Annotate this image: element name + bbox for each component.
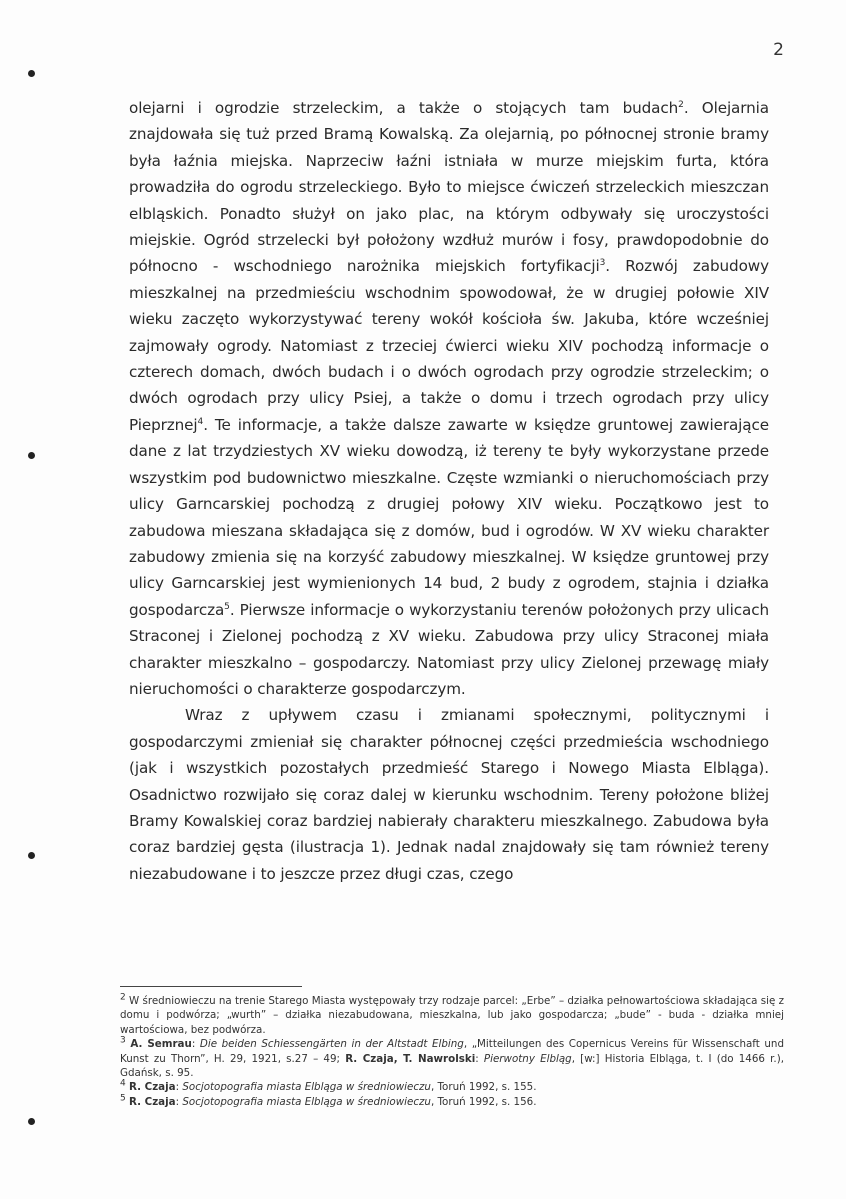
title-italic: Socjotopografia miasta Elbląga w średniowieczu — [182, 1081, 431, 1094]
body-text — [129, 95, 769, 887]
footnote-reference: 2 — [120, 992, 126, 1003]
footnotes — [120, 994, 784, 1109]
text-run: . Rozwój zabudowy mieszkalnej na przedmieściu wschodnim spowodował, że w drugiej połowie XIV wieku zaczęto wykorzystywać tereny wokół kościoła św. Jakuba, które wcześniej zajmowały ogrody. Natomiast z trzeciej ćwierci wieku XIV pochodzą informacje o czterech domach, dwóch budach i o dwóch ogrodach przy ogrodzie strzeleckim; o dwóch ogrodach przy ulicy Psiej, a także o domu i trzech ogrodach przy ulicy Pieprznej — [129, 257, 769, 434]
footnote-separator — [120, 986, 302, 987]
footnote-reference: 4 — [197, 416, 204, 427]
title-italic: Pierwotny Elbląg — [483, 1052, 572, 1065]
text-run: : — [191, 1038, 200, 1051]
footnote-reference: 5 — [224, 601, 230, 612]
text-run: , Toruń 1992, s. 156. — [430, 1095, 537, 1108]
text-run: Wraz z upływem czasu i zmianami społecznymi, politycznymi i gospodarczymi zmieniał się charakter północnej części przedmieścia wschodniego (jak i wszystkich pozostałych przedmieść Starego i Nowego Miasta Elbląga). Osadnictwo rozwijało się coraz dalej w kierunku wschodnim. Tereny położone bliżej Bramy Kowalskiej coraz bardziej nabierały charakteru mieszkalnego. Zabudowa była coraz bardziej gęsta (ilustracja 1). Jednak nadal znajdowały się tam również tereny niezabudowane i to jeszcze przez długi czas, czego — [129, 706, 769, 883]
punch-hole-mark — [28, 452, 35, 459]
paragraph — [129, 702, 769, 887]
title-italic: Die beiden Schiessengärten in der Altstadt Elbing — [199, 1038, 464, 1051]
text-run: : — [175, 1081, 183, 1094]
punch-hole-mark — [28, 1118, 35, 1125]
text-run: , [w:] Historia Elbląga, t. I (do 1466 r.), Gdańsk, s. 95. — [120, 1052, 784, 1080]
author-name: A. Semrau — [130, 1038, 192, 1051]
page-number: 2 — [773, 40, 784, 60]
punch-hole-mark — [28, 852, 35, 859]
text-run: : — [475, 1052, 484, 1065]
footnote-reference: 4 — [120, 1079, 126, 1090]
author-name: R. Czaja — [129, 1081, 176, 1094]
footnote — [120, 994, 784, 1037]
footnote — [120, 1037, 784, 1080]
text-run: , „Mitteilungen des Copernicus Vereins für Wissenschaft und Kunst zu Thorn”, H. 29, 1921, s.27 – 49; — [120, 1038, 784, 1065]
title-italic: Socjotopografia miasta Elbląga w średniowieczu — [182, 1095, 431, 1108]
footnote-reference: 3 — [120, 1035, 126, 1046]
author-name: R. Czaja, T. Nawrolski — [345, 1052, 476, 1065]
text-run: . Olejarnia znajdowała się tuż przed Bramą Kowalską. Za olejarnią, po północnej stronie bramy była łaźnia miejska. Naprzeciw łaźni istniała w murze miejskim furta, która prowadziła do ogrodu strzeleckiego. Było to miejsce ćwiczeń strzeleckich mieszczan elbląskich. Ponadto służył on jako plac, na którym odbywały się uroczystości miejskie. Ogród strzelecki był położony wzdłuż murów i fosy, prawdopodobnie do północno - wschodniego narożnika miejskich fortyfikacji — [129, 99, 769, 276]
author-name: R. Czaja — [129, 1095, 176, 1108]
paragraph — [129, 95, 769, 702]
text-run: : — [175, 1095, 183, 1108]
footnote-reference: 5 — [120, 1093, 126, 1104]
text-run: . Te informacje, a także dalsze zawarte w księdze gruntowej zawierające dane z lat trzydziestych XV wieku dowodzą, iż tereny te były wykorzystane przede wszystkim pod budownictwo mieszkalne. Częste wzmianki o nieruchomościach przy ulicy Garncarskiej pochodzą z drugiej połowy XIV wieku. Początkowo jest to zabudowa mieszana składająca się z domów, bud i ogrodów. W XV wieku charakter zabudowy zmienia się na korzyść zabudowy mieszkalnej. W księdze gruntowej przy ulicy Garncarskiej jest wymienionych 14 bud, 2 budy z ogrodem, stajnia i działka gospodarcza — [129, 415, 769, 619]
punch-hole-mark — [28, 70, 35, 77]
footnote-reference: 2 — [678, 99, 684, 110]
footnote-reference: 3 — [599, 258, 606, 269]
text-run: . Pierwsze informacje o wykorzystaniu terenów położonych przy ulicach Straconej i Zielonej pochodzą z XV wieku. Zabudowa przy ulicy Straconej miała charakter mieszkalno – gospodarczy. Natomiast przy ulicy Zielonej przewagę miały nieruchomości o charakterze gospodarczym. — [129, 600, 769, 698]
text-run: olejarni i ogrodzie strzeleckim, a także o stojących tam budach — [129, 99, 679, 117]
footnote — [120, 1095, 784, 1109]
footnote — [120, 1080, 784, 1094]
text-run: , Toruń 1992, s. 155. — [430, 1081, 537, 1094]
text-run: W średniowieczu na trenie Starego Miasta występowały trzy rodzaje parcel: „Erbe” – działka pełnowartościowa składająca się z domu i podwórza; „wurth” – działka niezabudowana, mieszkalna, lub jako gospodarcza; „bude” - buda - działka mniej wartościowa, bez podwórza. — [120, 995, 784, 1036]
